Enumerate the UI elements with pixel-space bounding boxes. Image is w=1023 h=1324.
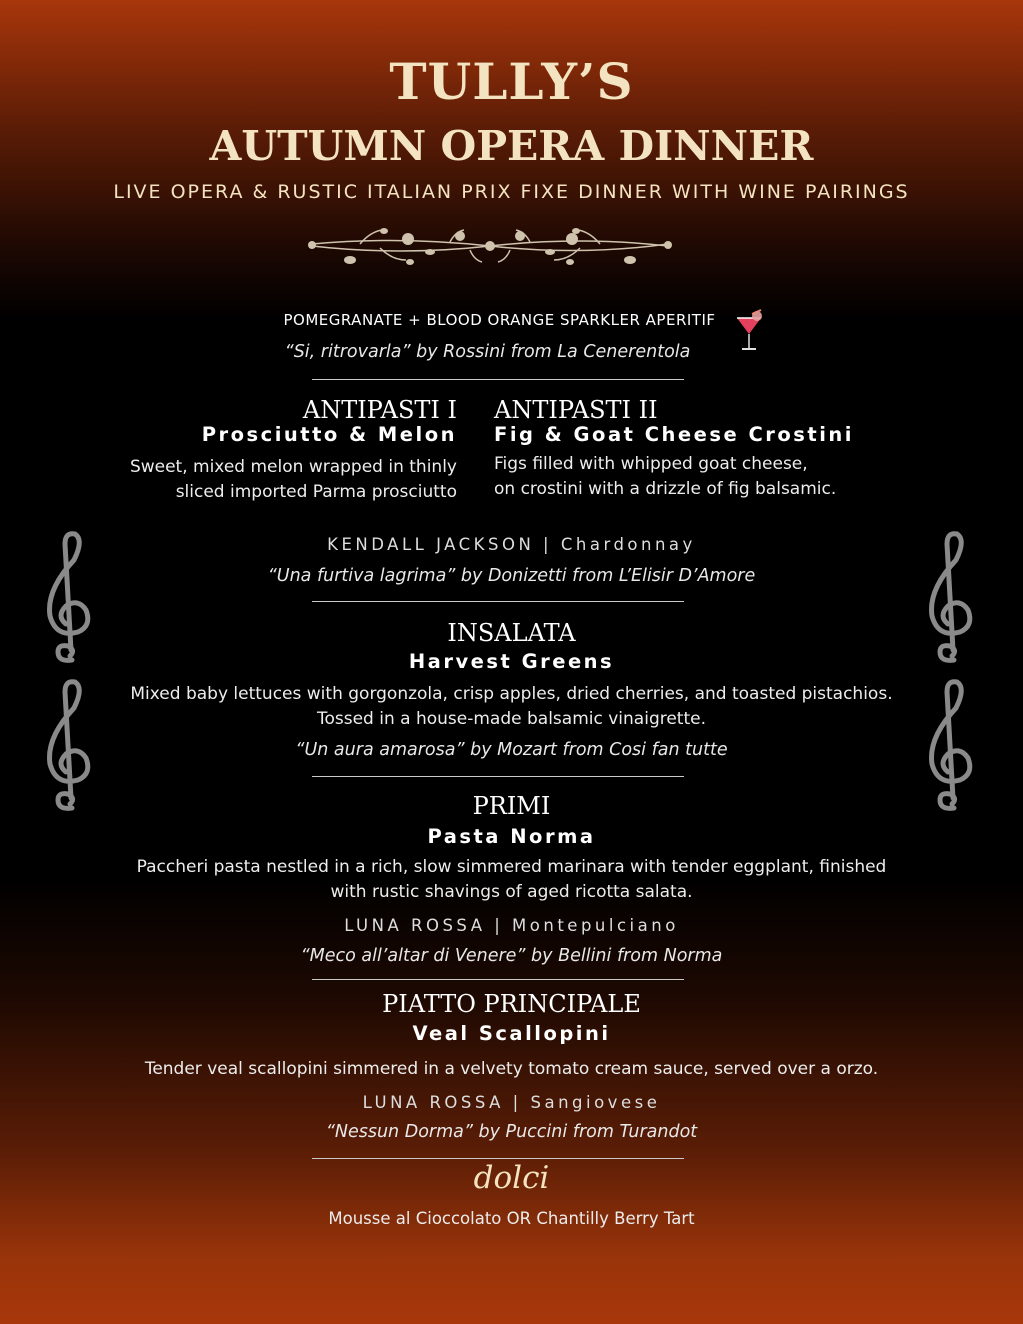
floral-vine-ornament [300,222,680,272]
divider [312,379,684,380]
course-title: PIATTO PRINCIPALE [382,990,641,1018]
aperitif-name: POMEGRANATE + BLOOD ORANGE SPARKLER APERITIF [283,311,716,329]
aria-credit: “Un aura amarosa” by Mozart from Cosi fan tutte [295,740,728,760]
aria-credit: “Meco all’altar di Venere” by Bellini from Norma [300,946,723,966]
dish-name: Veal Scallopini [412,1022,611,1045]
wine-pairing: KENDALL JACKSON | Chardonnay [327,535,696,554]
aperitif-aria: “Si, ritrovarla” by Rossini from La Cenerentola [284,342,691,362]
wine-pairing: LUNA ROSSA | Sangiovese [362,1093,661,1112]
treble-clef-icon [38,530,98,666]
course-title: ANTIPASTI II [494,396,658,424]
dish-description: Paccheri pasta nestled in a rich, slow simmered marinara with tender eggplant, finished with rustic shavings of aged ricotta salata. [136,857,887,902]
event-subtitle: LIVE OPERA & RUSTIC ITALIAN PRIX FIXE DINNER WITH WINE PAIRINGS [113,181,910,203]
dessert-options: Mousse al Cioccolato OR Chantilly Berry Tart [328,1209,695,1228]
dish-description: Tender veal scallopini simmered in a velvety tomato cream sauce, served over a orzo. [144,1059,879,1079]
event-title: AUTUMN OPERA DINNER [209,122,814,170]
dish-description: Sweet, mixed melon wrapped in thinly sliced imported Parma prosciutto [129,457,457,502]
dolci-heading: dolci [473,1160,550,1196]
divider [312,1158,684,1159]
course-title: PRIMI [472,792,551,820]
divider [312,601,684,602]
course-title: ANTIPASTI I [302,396,457,424]
aria-credit: “Una furtiva lagrima” by Donizetti from L’Elisir D’Amore [267,566,756,586]
dish-name: Fig & Goat Cheese Crostini [494,423,854,446]
antipasti-one [130,396,457,505]
wine-pairing: LUNA ROSSA | Montepulciano [344,916,679,935]
aria-credit: “Nessun Dorma” by Puccini from Turandot [325,1122,698,1142]
treble-clef-icon [38,678,98,814]
dish-name: Prosciutto & Melon [201,423,457,446]
course-title: INSALATA [447,619,576,647]
dish-description: Mixed baby lettuces with gorgonzola, crisp apples, dried cherries, and toasted pistachios. Tossed in a house-made balsamic vinaigrette. [130,684,893,729]
divider [312,776,684,777]
dish-name: Harvest Greens [408,650,615,673]
dish-name: Pasta Norma [427,825,596,848]
antipasti-two [494,396,854,502]
divider [312,979,684,980]
restaurant-name: TULLY’S [389,52,634,111]
treble-clef-icon [920,678,980,814]
dish-description: Figs filled with whipped goat cheese, on crostini with a drizzle of fig balsamic. [494,454,837,499]
treble-clef-icon [920,530,980,666]
